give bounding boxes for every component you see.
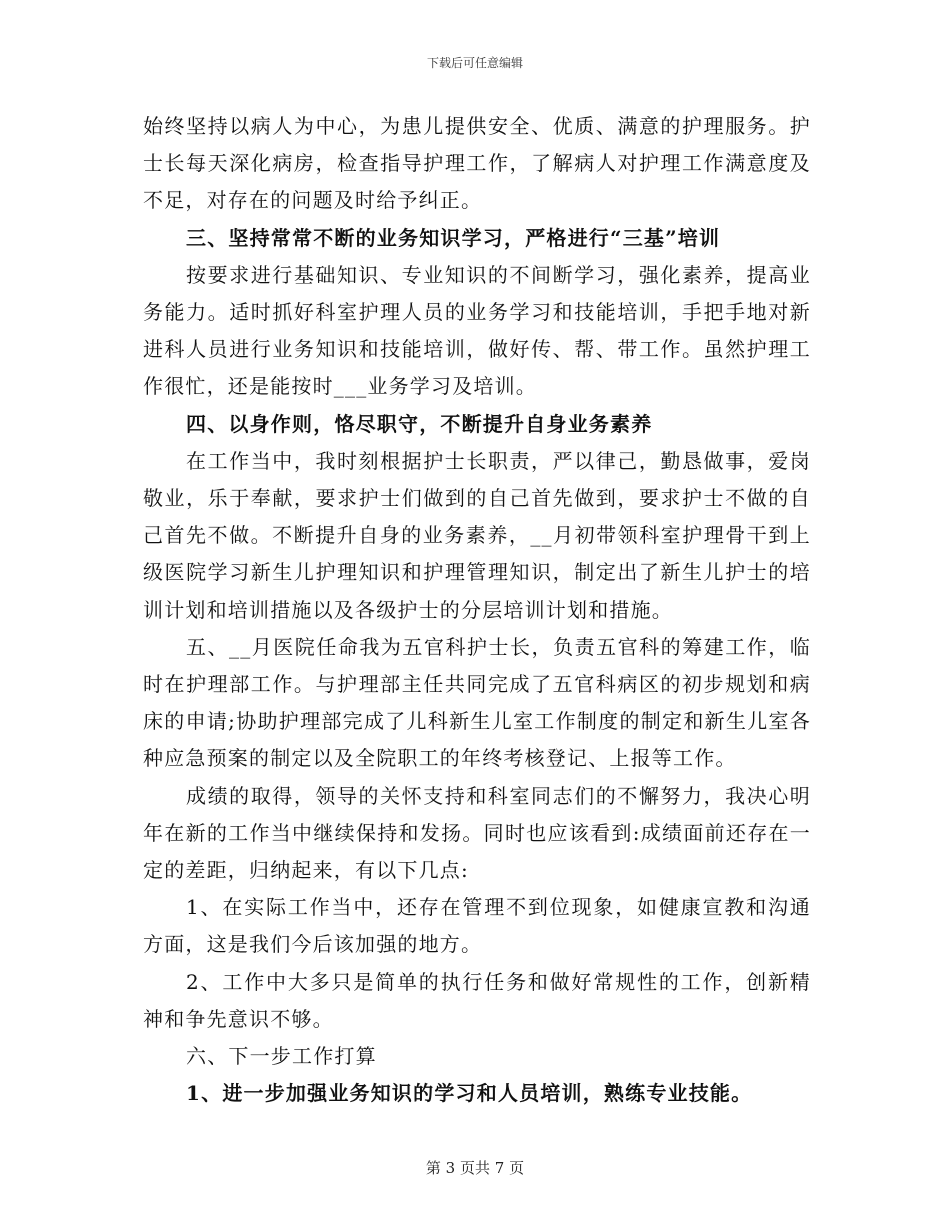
page-footer: 第 3 页共 7 页 (425, 1159, 525, 1177)
list-item-shortcoming-2: 2、工作中大多只是简单的执行任务和做好常规性的工作，创新精神和争先意识不够。 (143, 969, 811, 1031)
heading-next-step-1: 1、进一步加强业务知识的学习和人员培训，熟练专业技能。 (186, 1081, 753, 1106)
section-next-steps: 六、下一步工作打算 (186, 1044, 377, 1069)
heading-lead-by-example: 四、以身作则，恪尽职守，不断提升自身业务素养 (186, 411, 653, 436)
paragraph-patient-centered: 始终坚持以病人为中心，为患儿提供安全、优质、满意的护理服务。护士长每天深化病房，检查指导护理工作，了解病人对护理工作满意度及不足，对存在的问题及时给予纠正。 (143, 114, 811, 213)
list-item-shortcoming-1: 1、在实际工作当中，还存在管理不到位现象，如健康宣教和沟通方面，这是我们今后该加强的地方。 (143, 895, 811, 957)
heading-training: 三、坚持常常不断的业务知识学习，严格进行“三基”培训 (186, 225, 721, 250)
document-body (143, 108, 811, 1112)
paragraph-achievements: 成绩的取得，领导的关怀支持和科室同志们的不懈努力，我决心明年在新的工作当中继续保持和发扬。同时也应该看到:成绩面前还存在一定的差距，归纳起来，有以下几点: (143, 783, 811, 883)
paragraph-training: 按要求进行基础知识、专业知识的不间断学习，强化素养，提高业务能力。适时抓好科室护理人员的业务学习和技能培训，手把手地对新进科人员进行业务知识和技能培训，做好传、帮、带工作。虽然护理工作很忙，还是能按时___业务学习及培训。 (143, 262, 811, 399)
page-header: 下载后可任意编辑 (426, 56, 523, 70)
paragraph-appointment: 五、__月医院任命我为五官科护士长，负责五官科的筹建工作，临时在护理部工作。与护理部主任共同完成了五官科病区的初步规划和病床的申请;协助护理部完成了儿科新生儿室工作制度的制定和新生儿室各种应急预案的制定以及全院职工的年终考核登记、上报等工作。 (143, 634, 811, 771)
paragraph-lead-by-example: 在工作当中，我时刻根据护士长职责，严以律己，勤恳做事，爱岗敬业，乐于奉献，要求护士们做到的自己首先做到，要求护士不做的自己首先不做。不断提升自身的业务素养，__月初带领科室护理骨干到上级医院学习新生儿护理知识和护理管理知识，制定出了新生儿护士的培训计划和培训措施以及各级护士的分层培训计划和措施。 (143, 448, 811, 622)
